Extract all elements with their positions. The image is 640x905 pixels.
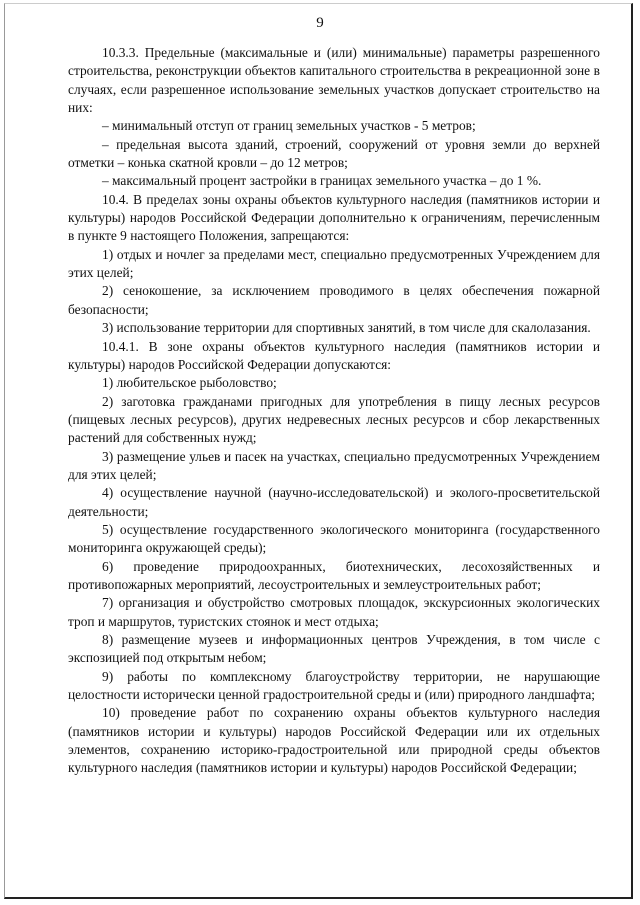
paragraph: 4) осуществление научной (научно-исследовательской) и эколого-просветительской деятельности; — [68, 485, 600, 519]
paragraph: 10.4. В пределах зоны охраны объектов культурного наследия (памятников истории и культуры) народов Российской Федерации дополнительно к ограничениям, перечисленным в пункте 9 настоящего Положения, запрещаются: — [68, 191, 600, 244]
paragraph: 10.3.3. Предельные (максимальные и (или) минимальные) параметры разрешенного строительства, реконструкции объектов капитального строительства в рекреационной зоне в случаях, если разрешенное использование земельных участков допускает строительство на них: — [68, 45, 600, 116]
paragraph: 1) любительское рыболовство; — [102, 375, 277, 391]
paragraph: – минимальный отступ от границ земельных участков - 5 метров; — [102, 118, 476, 134]
paragraph: 2) заготовка гражданами пригодных для употребления в пищу лесных ресурсов (пищевых лесных ресурсов), других недревесных лесных ресурсов и сбор лекарственных растений для собственных нужд; — [68, 393, 600, 446]
paragraph: 1) отдых и ночлег за пределами мест, специально предусмотренных Учреждением для этих целей; — [68, 246, 600, 281]
paragraph: 2) сенокошение, за исключением проводимого в целях обеспечения пожарной безопасности; — [68, 283, 600, 317]
paragraph: 3) использование территории для спортивных занятий, в том числе для скалолазания. — [102, 320, 591, 336]
document-body — [68, 44, 600, 778]
paragraph: 10) проведение работ по сохранению охраны объектов культурного наследия (памятников истории и культуры) народов Российской Федерации или их отдельных элементов, сохранению историко-градостроительной или природной среды объектов культурного наследия (памятников истории и культуры) народов Российской Федерации; — [68, 705, 600, 776]
paragraph: 7) организация и обустройство смотровых площадок, экскурсионных экологических троп и маршрутов, туристских стоянок и мест отдыха; — [68, 595, 600, 629]
paragraph: – максимальный процент застройки в границах земельного участка – до 1 %. — [102, 173, 542, 189]
paragraph: 9) работы по комплексному благоустройству территории, не нарушающие целостности исторически ценной градостроительной среды и (или) природного ландшафта; — [68, 668, 600, 703]
page-number: 9 — [316, 15, 324, 31]
paragraph: 5) осуществление государственного экологического мониторинга (государственного мониторинга окружающей среды); — [68, 521, 600, 556]
paragraph: 3) размещение ульев и пасек на участках, специально предусмотренных Учреждением для этих целей; — [68, 448, 600, 482]
paragraph: – предельная высота зданий, строений, сооружений от уровня земли до верхней отметки – конька скатной кровли – до 12 метров; — [68, 136, 600, 171]
paragraph: 6) проведение природоохранных, биотехнических, лесохозяйственных и противопожарных мероприятий, лесоустроительных и землеустроительных работ; — [68, 558, 600, 592]
paragraph: 10.4.1. В зоне охраны объектов культурного наследия (памятников истории и культуры) народов Российской Федерации допускаются: — [68, 338, 600, 372]
paragraph: 8) размещение музеев и информационных центров Учреждения, в том числе с экспозицией под открытым небом; — [68, 632, 600, 666]
